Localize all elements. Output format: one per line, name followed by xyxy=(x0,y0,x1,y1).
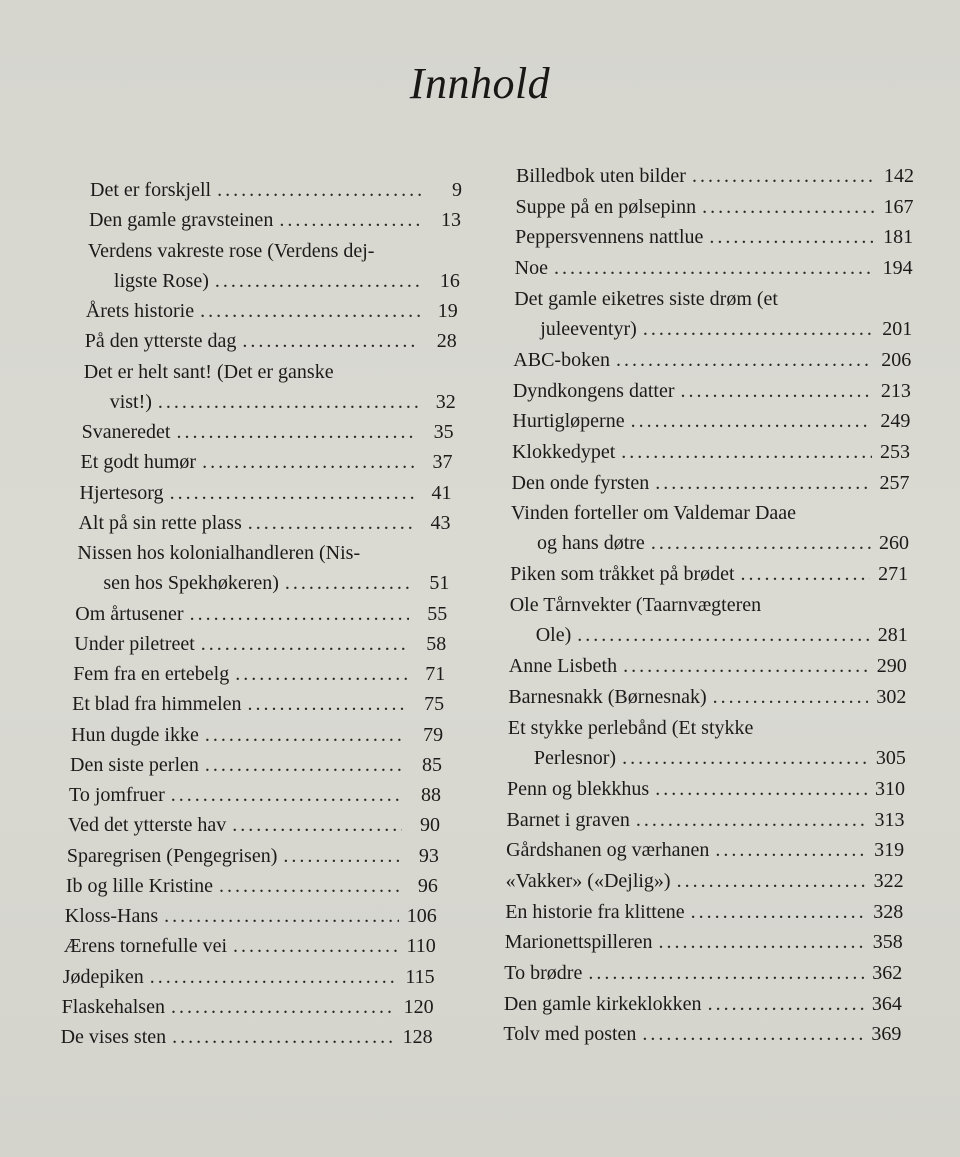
entry-title: Billedbok uten bilder xyxy=(516,165,686,187)
toc-entry xyxy=(85,329,457,359)
page-number: 110 xyxy=(406,935,436,958)
dot-leader xyxy=(235,662,407,686)
toc-entry xyxy=(80,481,452,511)
entry-title: Noe xyxy=(514,256,548,279)
entry-title: Tolv med posten xyxy=(503,1023,637,1046)
entry-title: Det er helt sant! (Det er ganske xyxy=(83,360,334,383)
page-number: 362 xyxy=(872,961,903,984)
page-number: 35 xyxy=(433,421,454,443)
toc-entry xyxy=(514,287,912,347)
entry-title: Penn og blekkhus xyxy=(507,778,650,800)
toc-entry xyxy=(512,471,910,501)
dot-leader xyxy=(680,379,872,403)
page-number: 313 xyxy=(874,808,905,831)
entry-title: Den gamle kirkeklokken xyxy=(503,992,702,1015)
toc-entry xyxy=(64,934,436,964)
toc-entry xyxy=(77,541,449,601)
page-number: 32 xyxy=(435,390,456,413)
page-number: 43 xyxy=(430,511,451,534)
entry-title: Perlesnor) xyxy=(533,746,617,769)
toc-entry xyxy=(82,420,454,450)
entry-title: To brødre xyxy=(504,961,583,984)
entry-title: Den onde fyrsten xyxy=(511,471,650,494)
dot-leader xyxy=(631,409,873,433)
toc-entry xyxy=(75,602,447,632)
toc-entry xyxy=(73,662,445,692)
page-number: 206 xyxy=(881,348,912,371)
dot-leader xyxy=(219,874,400,898)
page-number: 19 xyxy=(437,300,458,322)
dot-leader xyxy=(283,844,401,868)
dot-leader xyxy=(588,961,864,985)
dot-leader xyxy=(691,900,866,924)
entry-title: ligste Rose) xyxy=(113,269,209,292)
page-number: 55 xyxy=(427,602,448,625)
toc-entry xyxy=(503,1022,901,1052)
page-number: 319 xyxy=(874,839,905,862)
toc-entry xyxy=(512,409,910,439)
entry-title: Ole Tårnvekter (Taarnvægteren xyxy=(509,594,762,617)
entry-title: Verdens vakreste rose (Verdens dej- xyxy=(87,239,375,262)
page-number: 302 xyxy=(876,686,907,709)
toc-entry xyxy=(86,299,458,329)
page-number: 71 xyxy=(425,663,446,685)
page-number: 75 xyxy=(424,693,445,716)
toc-entry xyxy=(505,900,903,930)
toc-entry xyxy=(513,348,911,378)
entry-title: Hjertesorg xyxy=(79,481,164,504)
toc-entry xyxy=(90,178,462,208)
toc-entry xyxy=(507,777,905,807)
toc-entry xyxy=(68,813,440,843)
toc-entry xyxy=(515,256,913,286)
entry-title: To jomfruer xyxy=(69,784,165,806)
entry-title: En historie fra klittene xyxy=(505,900,685,923)
dot-leader xyxy=(176,420,415,444)
entry-title: Barnet i graven xyxy=(506,808,630,831)
dot-leader xyxy=(201,632,409,656)
entry-title: juleeventyr) xyxy=(540,317,637,340)
page-number: 257 xyxy=(879,471,910,494)
page-number: 364 xyxy=(871,992,902,1015)
dot-leader xyxy=(172,1025,394,1049)
entry-title: vist!) xyxy=(109,390,152,413)
toc-entry xyxy=(509,654,907,684)
entry-title: Et stykke perlebånd (Et stykke xyxy=(507,716,754,739)
dot-leader xyxy=(636,808,867,832)
toc-entry xyxy=(66,874,438,904)
entry-title: Om årtusener xyxy=(75,602,184,625)
dot-leader xyxy=(285,571,411,595)
entry-title: Nissen hos kolonialhandleren (Nis- xyxy=(77,542,361,564)
toc-entry xyxy=(516,164,914,194)
toc-entry xyxy=(71,723,443,753)
dot-leader xyxy=(715,838,866,862)
toc-entry xyxy=(508,685,906,715)
dot-leader xyxy=(622,746,868,770)
toc-entry xyxy=(513,379,911,409)
page-number: 322 xyxy=(873,869,904,892)
entry-title: Suppe på en pølsepinn xyxy=(515,195,697,218)
page-number: 201 xyxy=(882,317,913,340)
dot-leader xyxy=(554,256,875,280)
dot-leader xyxy=(651,531,871,555)
entry-title: Det gamle eiketres siste drøm (et xyxy=(514,287,778,310)
entry-title: Anne Lisbeth xyxy=(508,655,618,678)
entry-title: Marionettspilleren xyxy=(504,931,653,954)
dot-leader xyxy=(677,869,866,893)
page-title: Innhold xyxy=(409,59,551,108)
page-number: 51 xyxy=(429,572,450,595)
page-number: 253 xyxy=(879,440,910,463)
dot-leader xyxy=(170,481,414,505)
page-number: 128 xyxy=(402,1026,433,1048)
page-number: 85 xyxy=(422,753,443,776)
toc-entry xyxy=(89,208,461,238)
toc-entry xyxy=(74,632,446,662)
page-number: 106 xyxy=(406,905,437,927)
page-number: 88 xyxy=(421,784,441,806)
entry-title: Svaneredet xyxy=(81,421,171,443)
dot-leader xyxy=(200,299,420,323)
page-number: 58 xyxy=(426,632,447,655)
page-number: 213 xyxy=(880,379,911,402)
page-number: 271 xyxy=(878,563,909,586)
toc-entry xyxy=(78,511,450,541)
entry-title: Vinden forteller om Valdemar Daae xyxy=(511,502,797,525)
entry-title: ABC-boken xyxy=(513,348,610,371)
entry-title: På den ytterste dag xyxy=(84,330,237,353)
entry-title: Gårdshanen og værhanen xyxy=(506,839,710,862)
dot-leader xyxy=(692,164,876,188)
entry-title: Det er forskjell xyxy=(90,179,212,201)
entry-title: Under piletreet xyxy=(74,632,195,655)
dot-leader xyxy=(708,992,864,1016)
toc-entry xyxy=(504,961,902,991)
page-number: 290 xyxy=(876,655,907,678)
toc-entry xyxy=(504,992,902,1022)
page-number: 96 xyxy=(417,874,438,897)
dot-leader xyxy=(217,178,424,202)
entry-title: De vises sten xyxy=(60,1026,167,1048)
page-number: 115 xyxy=(405,965,435,988)
entry-title: Hurtigløperne xyxy=(512,410,625,433)
dot-leader xyxy=(621,440,872,464)
toc-entry xyxy=(62,995,434,1025)
dot-leader xyxy=(248,511,413,535)
dot-leader xyxy=(205,723,405,747)
entry-title: Dyndkongens datter xyxy=(512,379,675,402)
page-number: 310 xyxy=(875,778,905,800)
dot-leader xyxy=(642,1022,863,1046)
entry-title: og hans døtre xyxy=(537,532,645,555)
entry-title: Piken som tråkket på brødet xyxy=(510,563,735,586)
page-number: 358 xyxy=(872,931,903,954)
entry-title: «Vakker» («Dejlig») xyxy=(505,869,671,892)
dot-leader xyxy=(233,934,398,958)
page-number: 328 xyxy=(873,900,904,923)
page-number: 120 xyxy=(403,995,434,1018)
dot-leader xyxy=(190,602,410,626)
entry-title: Alt på sin rette plass xyxy=(78,511,242,534)
dot-leader xyxy=(279,208,423,232)
dot-leader xyxy=(171,783,403,807)
entry-title: Den gamle gravsteinen xyxy=(88,209,274,232)
toc-entry xyxy=(70,753,442,783)
dot-leader xyxy=(658,930,864,954)
page-number: 260 xyxy=(879,532,910,555)
entry-title: Fem fra en ertebelg xyxy=(73,663,230,685)
dot-leader xyxy=(158,390,418,414)
entry-title: Flaskehalsen xyxy=(61,995,165,1018)
toc-entry xyxy=(69,783,441,813)
toc-entry xyxy=(65,904,437,934)
page-number: 93 xyxy=(418,844,439,867)
page-number: 167 xyxy=(883,195,914,218)
page-number: 41 xyxy=(431,481,452,504)
toc-entry xyxy=(505,930,903,960)
dot-leader xyxy=(655,777,867,801)
page-number: 194 xyxy=(882,256,913,279)
toc-entry xyxy=(508,716,906,776)
toc-entry xyxy=(516,195,914,225)
dot-leader xyxy=(713,685,869,709)
dot-leader xyxy=(616,348,873,372)
entry-title: Hun dugde ikke xyxy=(71,723,199,746)
dot-leader xyxy=(741,562,871,586)
toc-entry xyxy=(515,225,913,255)
entry-title: Jødepiken xyxy=(62,965,144,988)
entry-title: Sparegrisen (Pengegrisen) xyxy=(66,844,278,867)
entry-title: Ib og lille Kristine xyxy=(65,874,214,897)
page-number: 37 xyxy=(432,451,453,474)
dot-leader xyxy=(709,225,875,249)
toc-entry xyxy=(72,692,444,722)
dot-leader xyxy=(215,269,422,293)
dot-leader xyxy=(150,965,397,989)
dot-leader xyxy=(202,450,414,474)
toc-entry xyxy=(88,239,460,299)
toc-entry xyxy=(84,360,456,420)
entry-title: Barnesnakk (Børnesnak) xyxy=(508,686,707,709)
page-number: 13 xyxy=(440,209,461,232)
page-number: 142 xyxy=(884,165,914,187)
page-number: 28 xyxy=(436,330,457,353)
page-number: 249 xyxy=(880,410,911,433)
page-number: 90 xyxy=(419,814,440,837)
toc-entry xyxy=(511,501,909,561)
dot-leader xyxy=(643,317,874,341)
page-number: 281 xyxy=(877,624,908,647)
entry-title: Årets historie xyxy=(85,300,195,322)
entry-title: Kloss-Hans xyxy=(64,905,159,927)
page-number: 305 xyxy=(875,746,906,769)
page-number: 181 xyxy=(883,226,914,249)
dot-leader xyxy=(242,329,418,353)
entry-title: Den siste perlen xyxy=(70,753,199,776)
toc-entry xyxy=(510,593,908,653)
toc-entry xyxy=(61,1025,433,1055)
dot-leader xyxy=(623,654,869,678)
toc-entry xyxy=(506,869,904,899)
page-number: 9 xyxy=(452,179,462,201)
entry-title: sen hos Spekhøkeren) xyxy=(103,572,279,595)
dot-leader xyxy=(171,995,396,1019)
dot-leader xyxy=(577,623,869,647)
toc-entry xyxy=(510,562,908,592)
dot-leader xyxy=(164,904,399,928)
toc-entry xyxy=(67,844,439,874)
page-number: 16 xyxy=(439,269,460,292)
entry-title: Peppersvennens nattlue xyxy=(515,226,704,249)
dot-leader xyxy=(232,813,402,837)
dot-leader xyxy=(205,753,404,777)
toc-entry xyxy=(63,965,435,995)
entry-title: Ole) xyxy=(535,624,572,647)
entry-title: Et blad fra himmelen xyxy=(72,693,242,716)
dot-leader xyxy=(702,195,875,219)
entry-title: Ved det ytterste hav xyxy=(67,814,227,837)
toc-entry xyxy=(506,838,904,868)
toc-entry xyxy=(507,808,905,838)
toc-entry xyxy=(512,440,910,470)
entry-title: Ærens tornefulle vei xyxy=(63,935,228,958)
entry-title: Klokkedypet xyxy=(511,440,616,463)
page-number: 369 xyxy=(871,1023,902,1046)
dot-leader xyxy=(655,471,871,495)
dot-leader xyxy=(248,692,407,716)
page-number: 79 xyxy=(423,723,444,746)
entry-title: Et godt humør xyxy=(80,451,197,474)
toc-entry xyxy=(81,450,453,480)
